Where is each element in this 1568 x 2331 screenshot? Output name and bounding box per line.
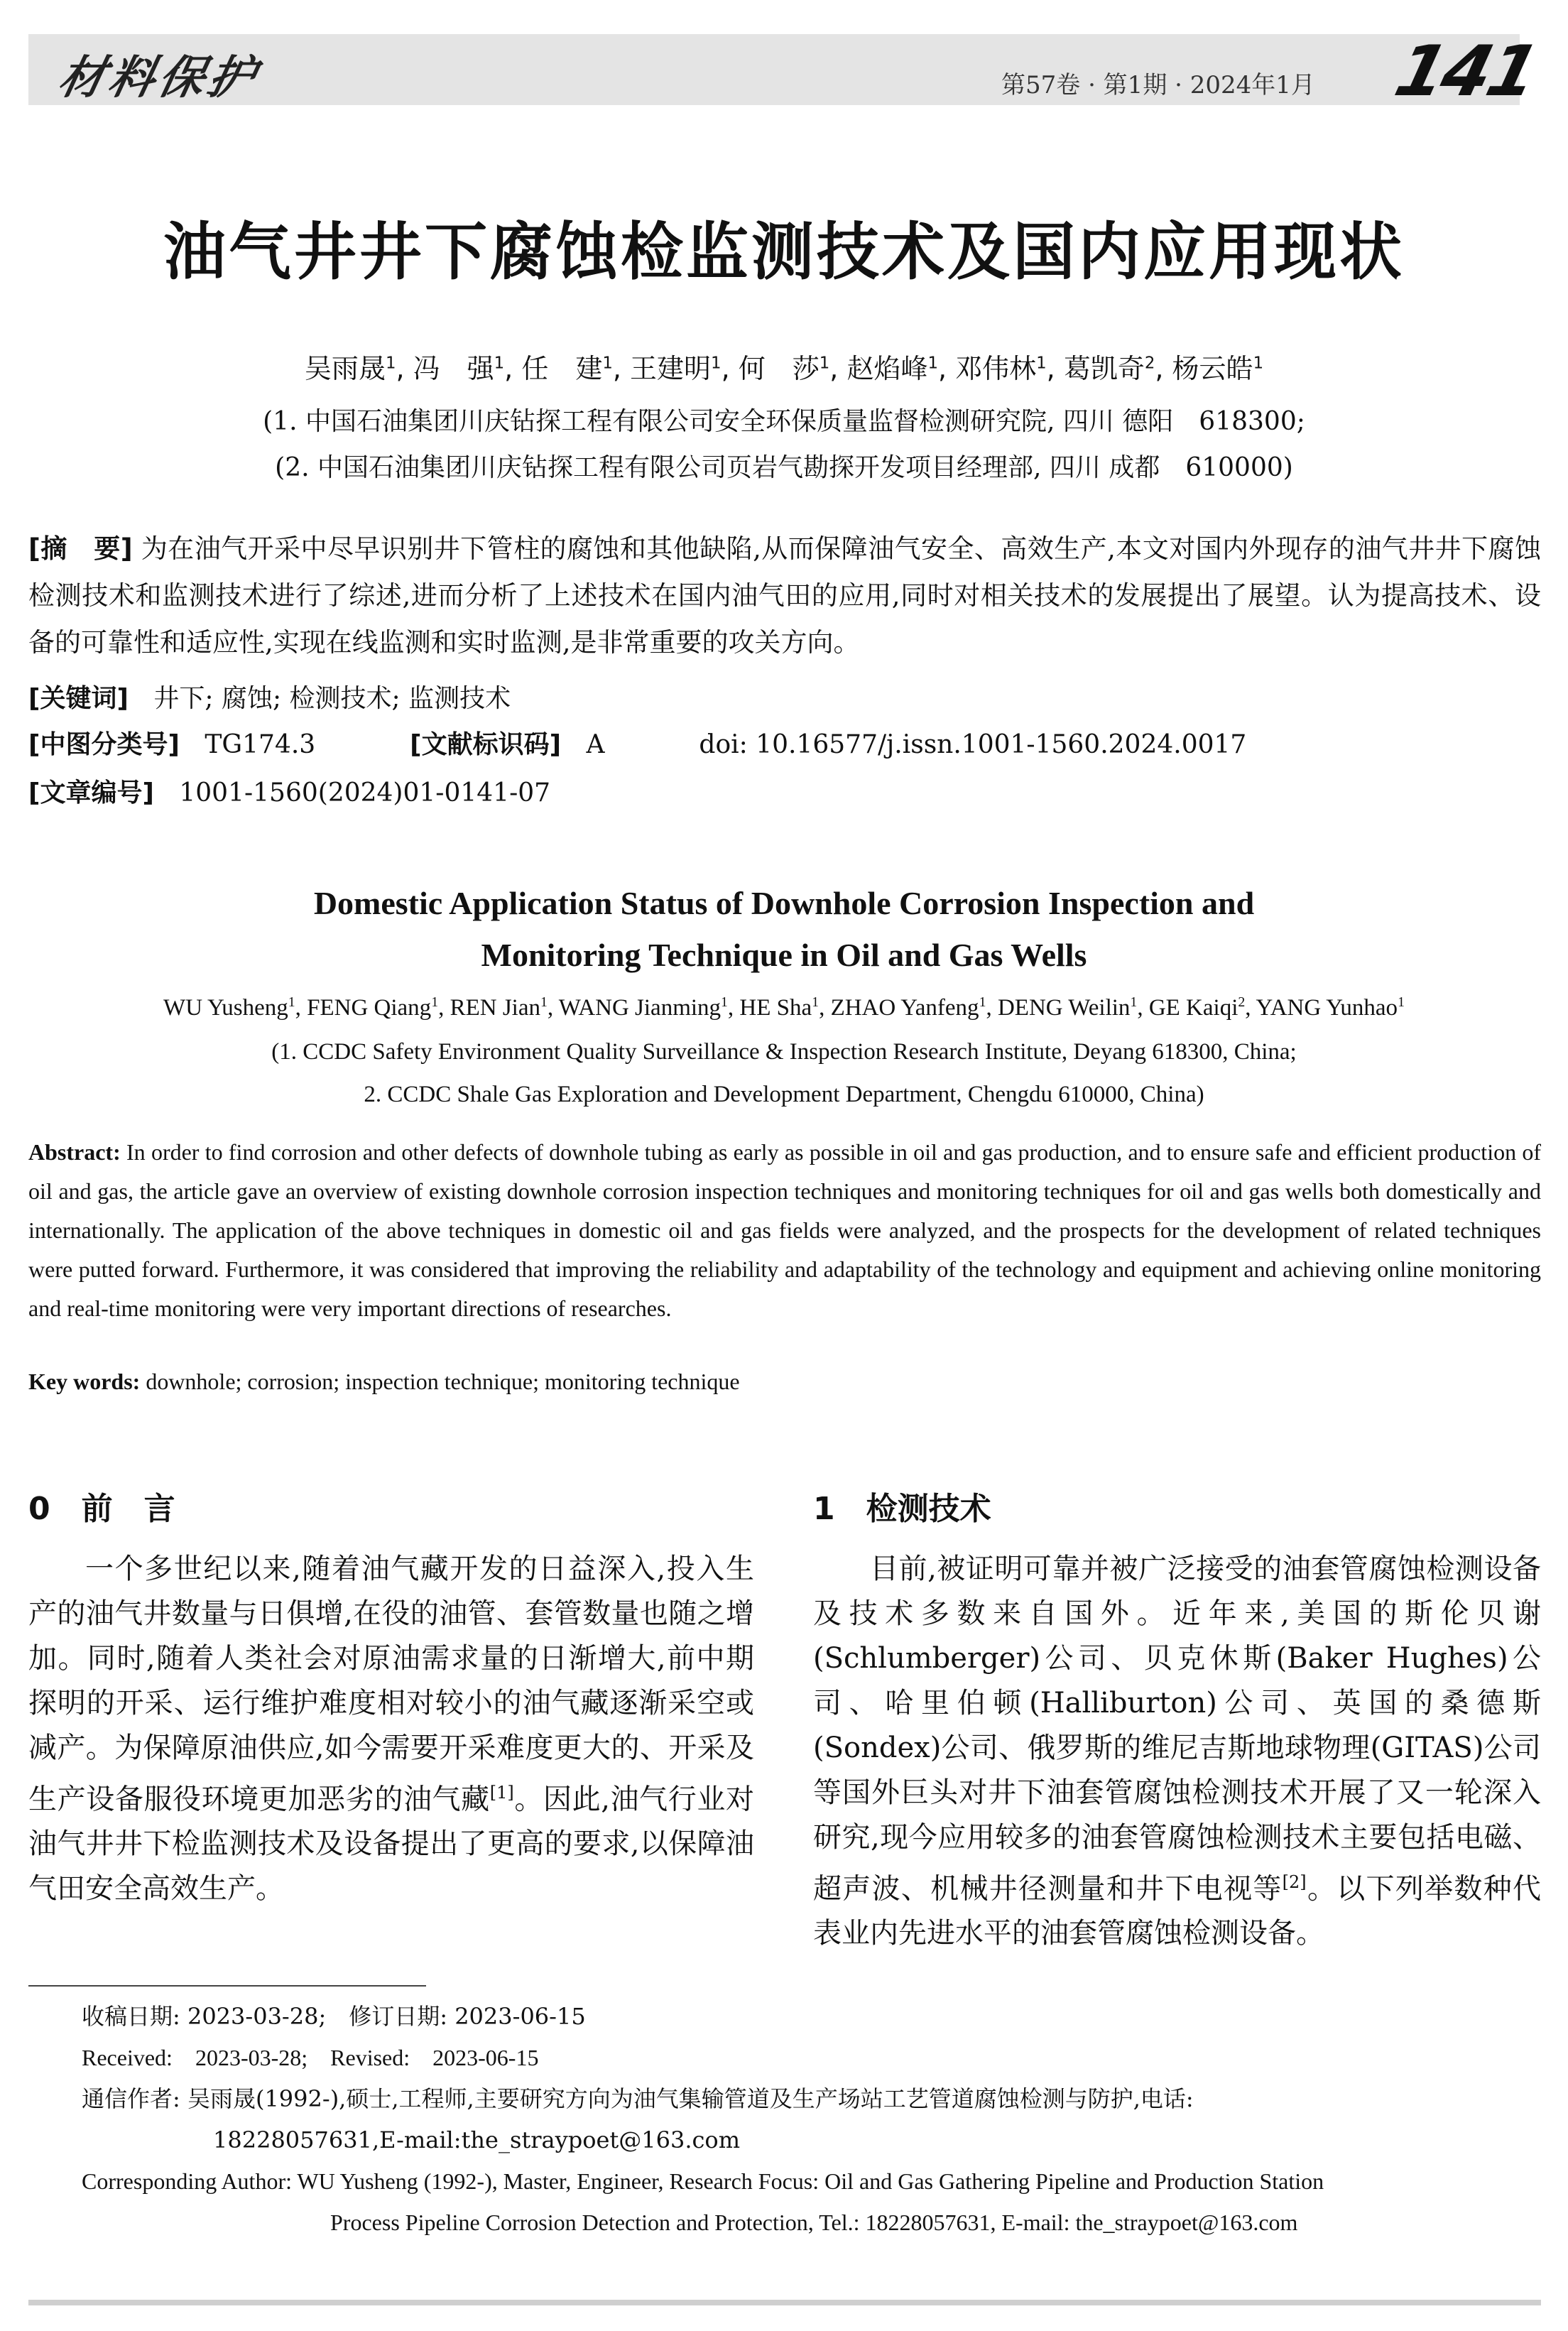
received-date-cn: 收稿日期: 2023-03-28; 修订日期: 2023-06-15 <box>82 2003 586 2030</box>
title-cn: 油气井井下腐蚀检监测技术及国内应用现状 <box>163 214 1405 288</box>
page-number: 141 <box>1387 31 1545 112</box>
affiliation-en-2: 2. CCDC Shale Gas Exploration and Development Department, Chengdu 610000, China) <box>364 1082 1204 1107</box>
received-date-en: Received: 2023-03-28; Revised: 2023-06-15 <box>82 2045 539 2070</box>
abstract-cn-text: 为在油气开采中尽早识别井下管柱的腐蚀和其他缺陷,从而保障油气安全、高效生产,本文对国内外现存的油气井井下腐蚀检测技术和监测技术进行了综述,进而分析了上述技术在国内油气田的应用,同时对相关技术的发展提出了展望。认为提高技术、设备的可靠性和适应性,实现在线监测和实时监测,是非常重要的攻关方向。 <box>28 533 1541 658</box>
corresponding-author-cn-contact: 18228057631,E-mail:the_straypoet@163.com <box>213 2126 741 2153</box>
doc-label: [文献标识码] <box>410 730 562 759</box>
author-en: WU Yusheng$^1$ <box>163 994 295 1021</box>
article-no-value: 1001-1560(2024)01-0141-07 <box>179 778 551 808</box>
article-number <box>28 773 550 809</box>
authors-en: WU Yusheng$^1$, FENG Qiang$^1$, REN Jian$^1$, WANG Jianming$^1$, HE Sha$^1$, ZHAO Yanfeng$^1$, DENG Weilin$^1$, GE Kaiqi$^2$, YANG Yunhao$^1$ <box>163 994 1405 1021</box>
abstract-en-label: Abstract: <box>28 1139 121 1165</box>
article-no-label: [文章编号] <box>28 778 154 808</box>
author-en: GE Kaiqi$^2$ <box>1148 994 1246 1021</box>
journal-logo: 材料保护 <box>53 52 264 104</box>
author-en: DENG Weilin$^1$ <box>997 994 1138 1021</box>
author-en: YANG Yunhao$^1$ <box>1256 994 1405 1021</box>
author-cn: 杨云皓$^1$ <box>1172 353 1264 384</box>
author-cn: 吴雨晟$^1$ <box>304 353 396 384</box>
clc-value: TG174.3 <box>205 730 316 759</box>
author-cn: 王建明$^1$ <box>630 353 722 384</box>
doc-value: A <box>586 730 605 759</box>
author-cn: 葛凯奇$^2$ <box>1063 353 1155 384</box>
keywords-en-text: downhole; corrosion; inspection technique; monitoring technique <box>146 1369 740 1394</box>
section-0-heading: 0 前 言 <box>28 1491 175 1527</box>
title-en-line-2: Monitoring Technique in Oil and Gas Wells <box>481 937 1087 973</box>
section-0-body: 一个多世纪以来,随着油气藏开发的日益深入,投入生产的油气井数量与日俱增,在役的油管、套管数量也随之增加。同时,随着人类社会对原油需求量的日渐增大,前中期探明的开采、运行维护难度相对较小的油气藏逐渐采空或减产。为保障原油供应,如今需要开采难度更大的、开采及生产设备服役环境更加恶劣的油气藏[1]。因此,油气行业对油气井井下检监测技术及设备提出了更高的要求,以保障油气田安全高效生产。 <box>28 1553 754 1906</box>
keywords-cn <box>28 678 511 714</box>
abstract-cn <box>28 526 1541 666</box>
author-cn: 何 莎$^1$ <box>738 353 830 384</box>
author-en: FENG Qiang$^1$ <box>307 994 439 1021</box>
abstract-en-text: In order to find corrosion and other defects of downhole tubing as early as possible in oil and gas production, and to ensure safe and efficient production of oil and gas, the article gave an overview of existing downhole corrosion inspection techniques and monitoring techniques for oil and gas wells both domestically and internationally. The application of the above techniques in domestic oil and gas fields were analyzed, and the prospects for the development of related techniques were putted forward. Furthermore, it was considered that improving the reliability and adaptability of the technology and equipment and achieving online monitoring and real-time monitoring were very important directions of researches. <box>28 1139 1542 1321</box>
keywords-cn-label: [关键词] <box>28 684 129 713</box>
title-en-line-1: Domestic Application Status of Downhole Corrosion Inspection and <box>313 885 1255 921</box>
author-cn: 赵焰峰$^1$ <box>846 353 938 384</box>
abstract-en <box>28 1133 1541 1328</box>
affiliation-cn-2: (2. 中国石油集团川庆钻探工程有限公司页岩气勘探开发项目经理部, 四川 成都 610000) <box>275 453 1293 482</box>
footnote-rule <box>28 1985 426 1987</box>
author-cn: 邓伟林$^1$ <box>955 353 1047 384</box>
author-cn: 任 建$^1$ <box>521 353 613 384</box>
citation: [2] <box>1282 1872 1307 1892</box>
keywords-en <box>28 1369 740 1395</box>
citation: [1] <box>489 1783 514 1803</box>
authors-cn: 吴雨晟$^1$, 冯 强$^1$, 任 建$^1$, 王建明$^1$, 何 莎$^1$, 赵焰峰$^1$, 邓伟林$^1$, 葛凯奇$^2$, 杨云皓$^1$ <box>304 353 1264 384</box>
corresponding-author-en: Corresponding Author: WU Yusheng (1992-), Master, Engineer, Research Focus: Oil and Gas Gathering Pipeline and Production Station <box>82 2168 1324 2194</box>
clc-label: [中图分类号] <box>28 730 180 759</box>
author-en: WANG Jianming$^1$ <box>558 994 728 1021</box>
corresponding-author-en-detail: Process Pipeline Corrosion Detection and Protection, Tel.: 18228057631, E-mail: the_straypoet@163.com <box>330 2210 1298 2235</box>
keywords-en-label: Key words: <box>28 1369 141 1394</box>
classification-line <box>28 724 1246 761</box>
author-en: REN Jian$^1$ <box>450 994 548 1021</box>
author-en: HE Sha$^1$ <box>739 994 820 1021</box>
author-en: ZHAO Yanfeng$^1$ <box>830 994 986 1021</box>
doi: doi: 10.16577/j.issn.1001-1560.2024.0017 <box>699 730 1247 759</box>
corresponding-author-cn: 通信作者: 吴雨晟(1992-),硕士,工程师,主要研究方向为油气集输管道及生产场站工艺管道腐蚀检测与防护,电话: <box>82 2085 1194 2112</box>
author-cn: 冯 强$^1$ <box>413 353 505 384</box>
affiliation-en-1: (1. CCDC Safety Environment Quality Surveillance & Inspection Research Institute, Deyang 618300, China; <box>271 1039 1297 1065</box>
issue-info: 第57卷 · 第1期 · 2024年1月 <box>1001 71 1315 99</box>
section-1-heading: 1 检测技术 <box>813 1491 991 1527</box>
affiliation-cn-1: (1. 中国石油集团川庆钻探工程有限公司安全环保质量监督检测研究院, 四川 德阳 618300; <box>263 407 1305 436</box>
section-1-body: 目前,被证明可靠并被广泛接受的油套管腐蚀检测设备及技术多数来自国外。近年来,美国的斯伦贝谢(Schlumberger)公司、贝克休斯(Baker Hughes)公司、哈里伯顿(Halliburton)公司、英国的桑德斯(Sondex)公司、俄罗斯的维尼吉斯地球物理(GITAS)公司等国外巨头对井下油套管腐蚀检测技术开展了又一轮深入研究,现今应用较多的油套管腐蚀检测技术主要包括电磁、超声波、机械井径测量和井下电视等[2]。以下列举数种代表业内先进水平的油套管腐蚀检测设备。 <box>813 1553 1542 1950</box>
bottom-bar <box>28 2300 1541 2305</box>
keywords-cn-text: 井下; 腐蚀; 检测技术; 监测技术 <box>153 684 511 713</box>
abstract-cn-label: [摘 要] <box>28 533 133 564</box>
